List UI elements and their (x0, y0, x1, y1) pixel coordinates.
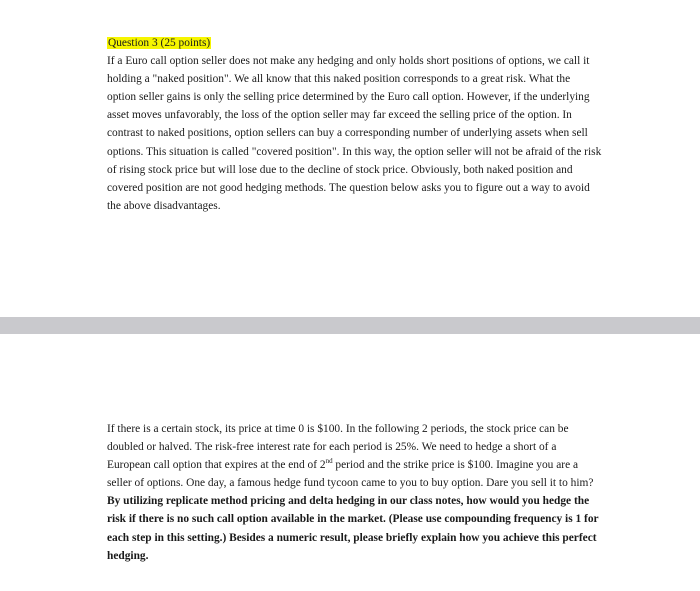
problem-text-part2: period and the strike price is $100. Imagine you are a seller of options. One day, a famous hedge fund tycoon came to you to buy option. Dare you sell it to him? (107, 459, 594, 490)
intro-paragraph: If a Euro call option seller does not make any hedging and only holds short positions of options, we call it holding a "naked position". We all know that this naked position corresponds to a great risk. What the option seller gains is only the selling price determined by the Euro call option. However, if the underlying asset moves unfavorably, the loss of the option seller may far exceed the selling price of the option. In contrast to naked positions, option sellers can buy a corresponding number of underlying assets when sell options. This situation is called "covered position". In this way, the option seller will not be afraid of the risk of rising stock price but will lose due to the decline of stock price. Obviously, both naked position and covered position are not good hedging methods. The question below asks you to figure out a way to avoid the above disadvantages. (107, 55, 602, 212)
problem-paragraph (107, 420, 602, 565)
question-problem-block (107, 420, 602, 565)
problem-text-part1: If there is a certain stock, its price at time 0 is $100. In the following 2 periods, the stock price can be doubled or halved. The risk-free interest rate for each period is 25%. We need to hedge a short of a European call option that expires at the end of 2 (107, 423, 569, 472)
ordinal-superscript: nd (325, 457, 333, 466)
question-heading: Question 3 (25 points) (108, 37, 211, 49)
problem-bold-instructions: By utilizing replicate method pricing and delta hedging in our class notes, how would you hedge the risk if there is no such call option available in the market. (Please use compounding frequency is 1 for each step in this setting.) Besides a numeric result, please briefly explain how you achieve this perfect hedging. (107, 495, 599, 562)
page-divider (0, 317, 700, 334)
question-intro-block (107, 34, 602, 215)
